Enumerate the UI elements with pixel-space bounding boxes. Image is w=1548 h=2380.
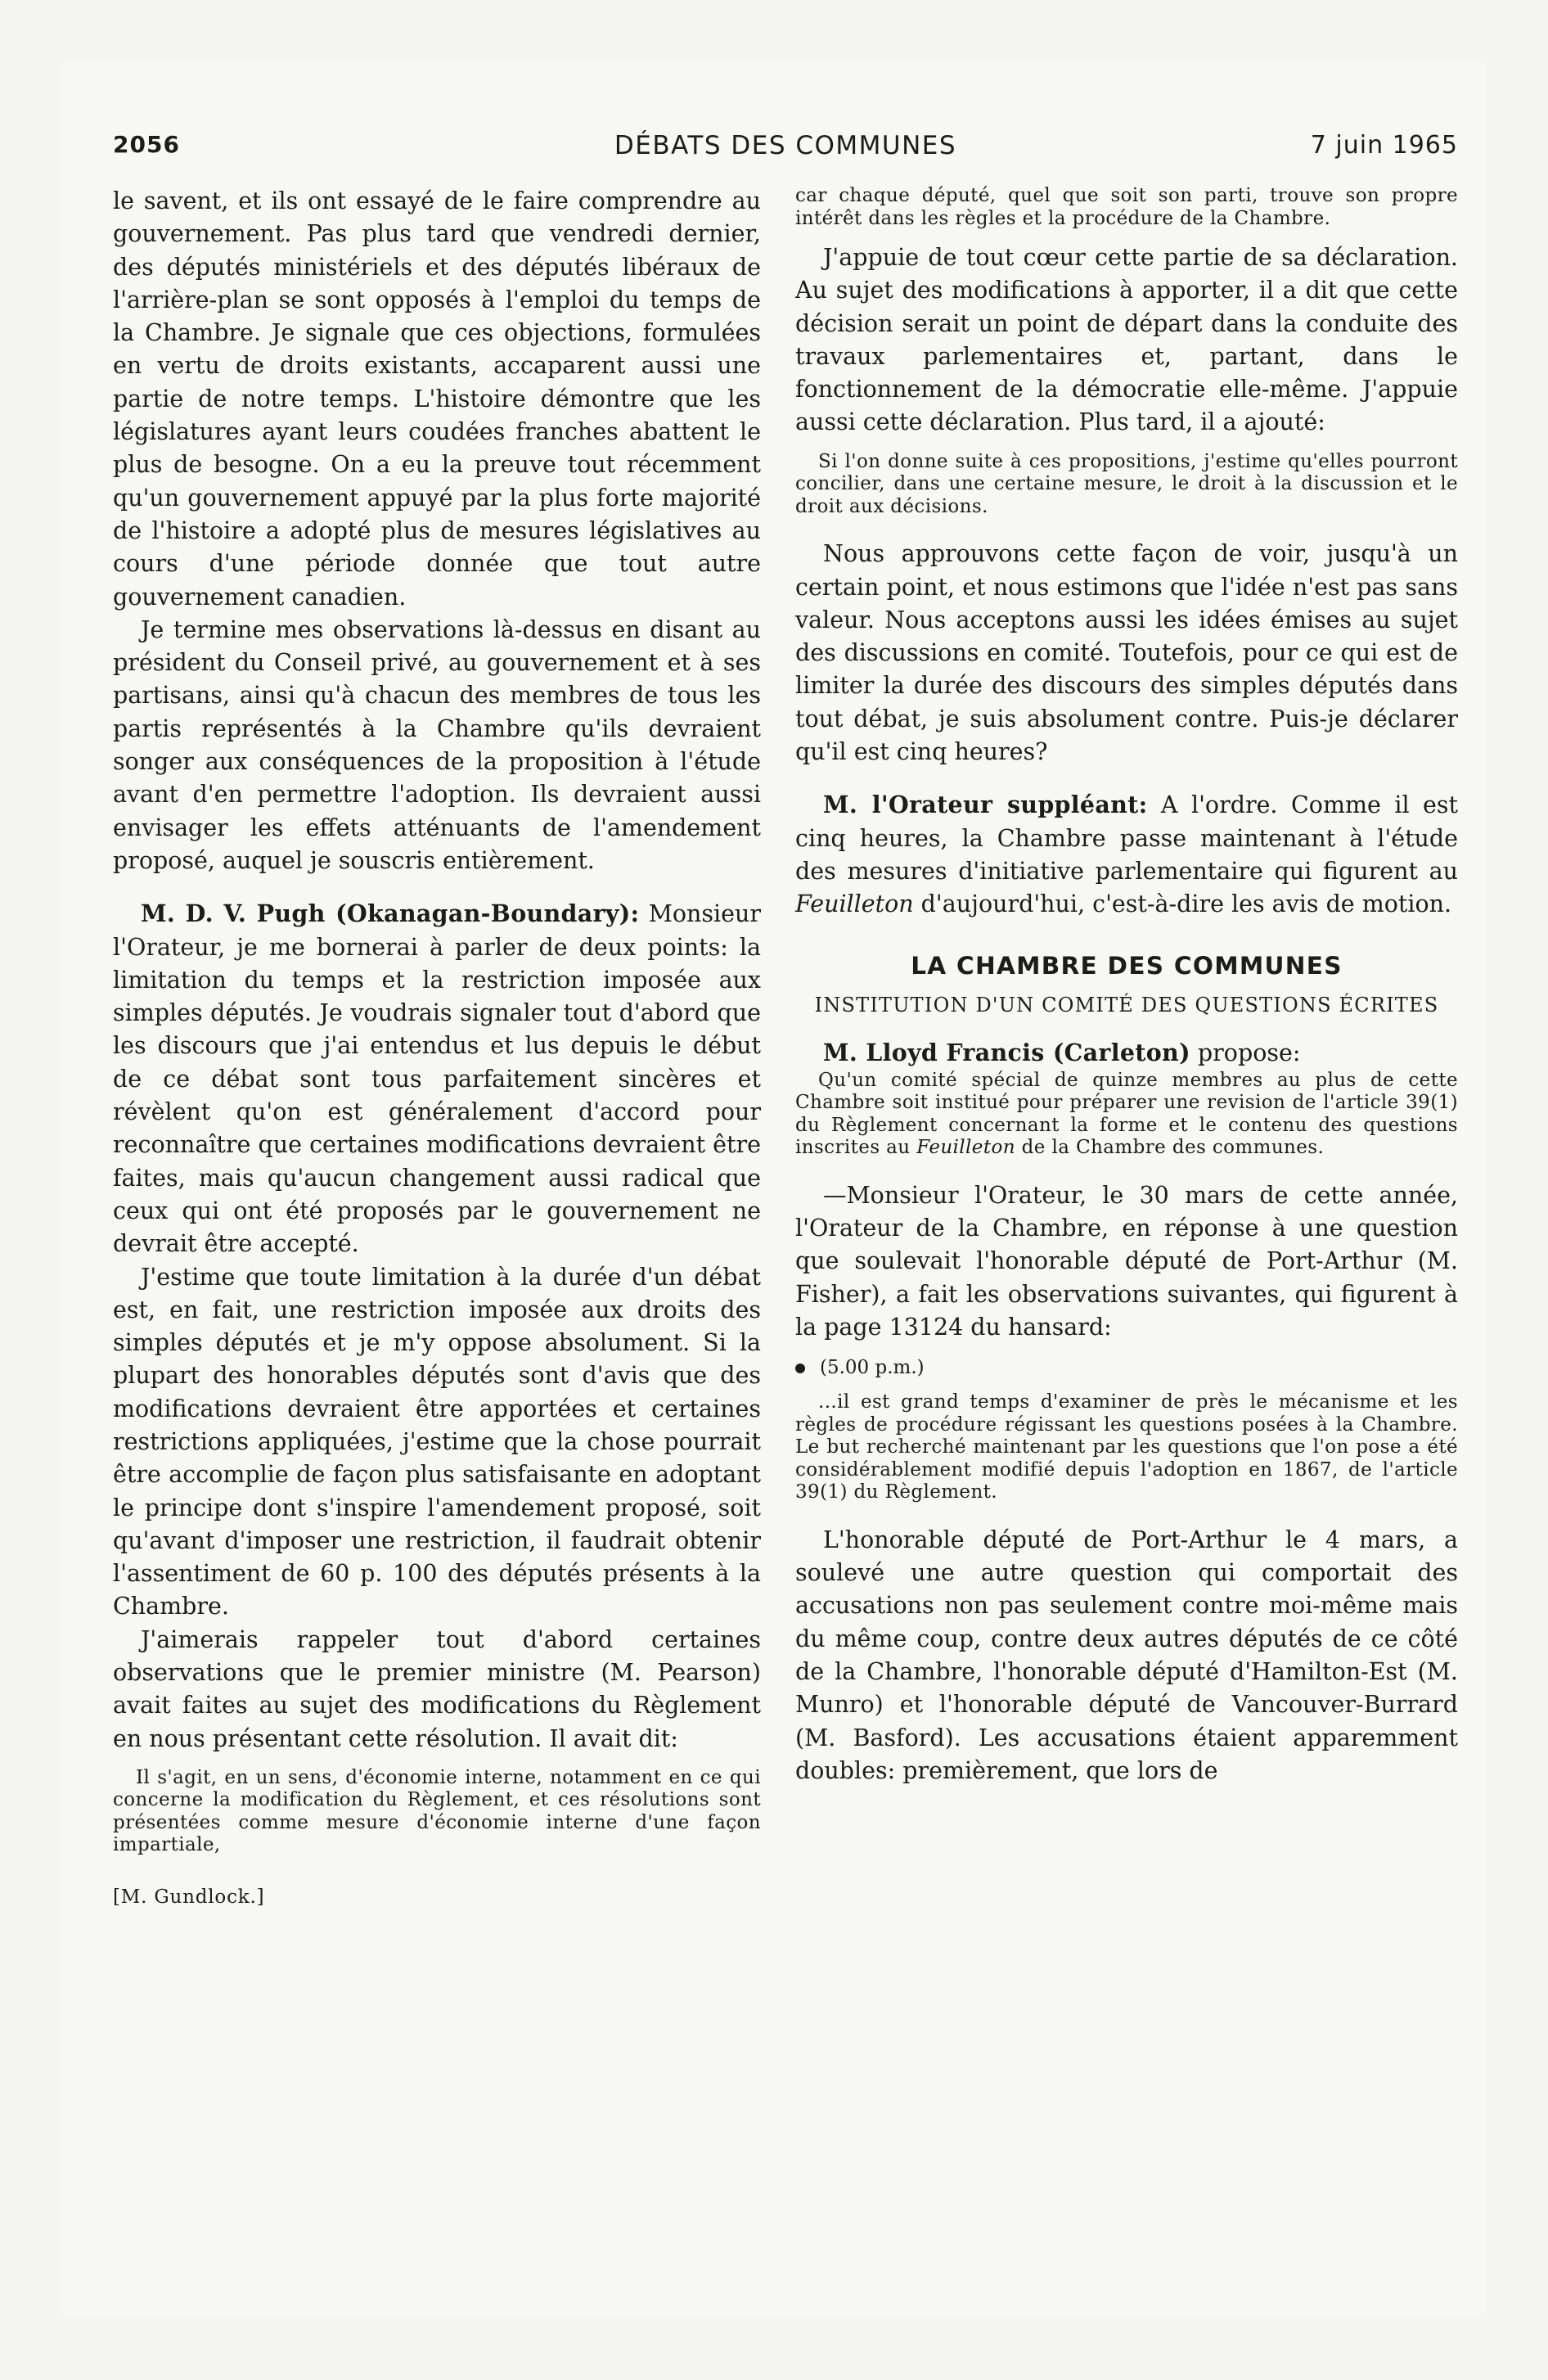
quotation: Il s'agit, en un sens, d'économie interne, notamment en ce qui concerne la modification du Règlement, et ces résolutions sont présentées comme mesure d'économie interne d'une façon impartiale, [113, 1766, 761, 1856]
left-column [113, 185, 761, 1909]
subsection-heading: INSTITUTION D'UN COMITÉ DES QUESTIONS ÉCRITES [814, 993, 1439, 1016]
paragraph: le savent, et ils ont essayé de le faire comprendre au gouvernement. Pas plus tard que vendredi dernier, des députés ministériels et des députés libéraux de l'arrière-plan se sont opposés à l'emploi du temps de la Chambre. Je signale que ces objections, formulées en vertu de droits existants, accaparent aussi une partie de notre temps. L'histoire démontre que les législatures ayant leurs coudées franches abattent le plus de besogne. On a eu la preuve tout récemment qu'un gouvernement appuyé par la plus forte majorité de l'histoire a adopté plus de mesures législatives au cours d'une période donnée que tout autre gouvernement canadien. [113, 187, 761, 611]
paragraph: Nous approuvons cette façon de voir, jusqu'à un certain point, et nous estimons que l'idée n'est pas sans valeur. Nous acceptons aussi les idées émises au sujet des discussions en comité. Toutefois, pour ce qui est de limiter la durée des discours des simples députés dans tout débat, je suis absolument contre. Puis-je déclarer qu'il est cinq heures? [795, 540, 1458, 766]
quotation-continued: car chaque député, quel que soit son parti, trouve son propre intérêt dans les règles et la procédure de la Chambre. [795, 185, 1458, 229]
paragraph: —Monsieur l'Orateur, le 30 mars de cette année, l'Orateur de la Chambre, en réponse à une question que soulevait l'honorable député de Port-Arthur (M. Fisher), a fait les observations suivantes, qui figurent à la page 13124 du hansard: [795, 1181, 1458, 1341]
speaker-name: M. Lloyd Francis (Carleton) [823, 1038, 1190, 1066]
paragraph: J'appuie de tout cœur cette partie de sa déclaration. Au sujet des modifications à apporter, il a dit que cette décision serait un point de départ dans la conduite des travaux parlementaires et, partant, dans le fonctionnement de la démocratie elle-même. J'appuie aussi cette déclaration. Plus tard, il a ajouté: [795, 244, 1458, 436]
page-header [113, 131, 1458, 167]
speech-deputy-speaker: M. l'Orateur suppléant: A l'ordre. Comme il est cinq heures, la Chambre passe maintenant à l'étude des mesures d'initiative parlementaire qui figurent au Feuilleton d'aujourd'hui, c'est-à-dire les avis de motion. [795, 791, 1459, 918]
right-column [795, 185, 1458, 1787]
speech-pugh [113, 897, 761, 1260]
quotation: Si l'on donne suite à ces propositions, j'estime qu'elles pourront concilier, dans une certaine mesure, le droit à la discussion et le droit aux décisions. [795, 450, 1458, 517]
running-title: DÉBATS DES COMMUNES [614, 131, 957, 160]
paragraph: L'honorable député de Port-Arthur le 4 mars, a soulevé une autre question qui comportait des accusations non pas seulement contre moi-même mais du même coup, contre deux autres députés de ce côté de la Chambre, l'honorable député d'Hamilton-Est (M. Munro) et l'honorable député de Vancouver-Burrard (M. Basford). Les accusations étaient apparemment doubles: premièrement, que lors de [795, 1526, 1458, 1784]
speaker-name: M. l'Orateur suppléant: [823, 791, 1148, 819]
hansard-page [62, 62, 1486, 2318]
speech-text: Monsieur l'Orateur, je me bornerai à parler de deux points: la limitation du temps et la restriction imposée aux simples députés. Je voudrais signaler tout d'abord que les discours que j'ai entendus et lus depuis le début de ce débat sont tous parfaitement sincères et révèlent qu'on est généralement d'accord pour reconnaître que certaines modifications devraient être faites, mais qu'aucun changement aussi radical que ceux qui ont été proposés par le gouvernement ne devrait être accepté. [113, 900, 761, 1258]
time-marker: (5.00 p.m.) [795, 1355, 1458, 1380]
speaker-name: M. D. V. Pugh (Okanagan-Boundary): [141, 899, 640, 928]
motion-intro: M. Lloyd Francis (Carleton) propose: [823, 1038, 1301, 1066]
paragraph: J'estime que toute limitation à la durée d'un débat est, en fait, une restriction imposée aux droits des simples députés et je m'y oppose absolument. Si la plupart des honorables députés sont d'avis que des modifications devraient être apportées et certaines restrictions appliquées, j'estime que la chose pourrait être accomplie de façon plus satisfaisante en adoptant le principe dont s'inspire l'amendement proposé, soit qu'avant d'imposer une restriction, il faudrait obtenir l'assentiment de 60 p. 100 des députés présents à la Chambre. [113, 1263, 761, 1620]
bullet-icon [795, 1364, 805, 1373]
paragraph: J'aimerais rappeler tout d'abord certaines observations que le premier ministre (M. Pearson) avait faites au sujet des modifications du Règlement en nous présentant cette résolution. Il avait dit: [113, 1625, 761, 1752]
motion-text: Qu'un comité spécial de quinze membres au plus de cette Chambre soit institué pour préparer une revision de l'article 39(1) du Règlement concernant la forme et le contenu des questions inscrites au Feuilleton de la Chambre des communes. [795, 1069, 1458, 1159]
page-date: 7 juin 1965 [1310, 131, 1458, 160]
quotation: ...il est grand temps d'examiner de près le mécanisme et les règles de procédure régissant les questions posées à la Chambre. Le but recherché maintenant par les questions que l'on pose a été considérablement modifié depuis l'adoption en 1867, de l'article 39(1) du Règlement. [795, 1391, 1458, 1503]
paragraph: Je termine mes observations là-dessus en disant au président du Conseil privé, au gouvernement et à ses partisans, ainsi qu'à chacun des membres de tous les partis représentés à la Chambre qu'ils devraient songer aux conséquences de la proposition à l'étude avant d'en permettre l'adoption. Ils devraient aussi envisager les effets atténuants de l'amendement proposé, auquel je souscris entièrement. [113, 615, 761, 874]
page-number: 2056 [113, 131, 180, 158]
section-heading: LA CHAMBRE DES COMMUNES [911, 951, 1343, 980]
speaker-footer-note: [M. Gundlock.] [113, 1886, 265, 1908]
